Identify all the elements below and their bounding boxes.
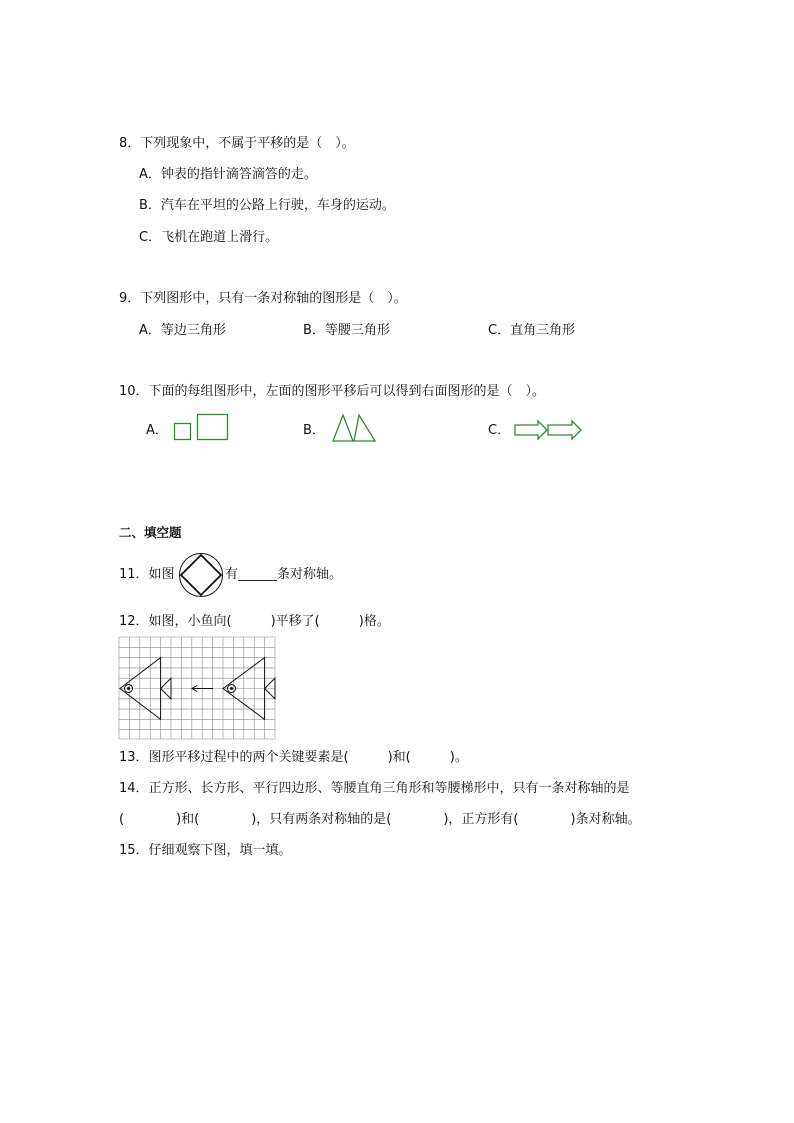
q11-circle-square-figure bbox=[178, 552, 224, 598]
q10-label-a: A． bbox=[146, 423, 168, 438]
q15-stem: 15．仔细观察下图，填一填。 bbox=[119, 843, 292, 858]
q10-label-b: B． bbox=[303, 423, 325, 438]
q9-stem: 9．下列图形中，只有一条对称轴的图形是（ ）。 bbox=[119, 291, 407, 306]
q8-option-c: C．飞机在跑道上滑行。 bbox=[139, 230, 279, 245]
q14-line1: 14．正方形、长方形、平行四边形、等腰直角三角形和等腰梯形中，只有一条对称轴的是 bbox=[119, 781, 630, 796]
q9-option-c: C．直角三角形 bbox=[488, 323, 576, 338]
q8-option-b: B．汽车在平坦的公路上行驶，车身的运动。 bbox=[139, 198, 395, 213]
q12-fish-grid-figure bbox=[118, 636, 276, 740]
q14-line2: ( )和( )，只有两条对称轴的是( )，正方形有( )条对称轴。 bbox=[119, 812, 641, 827]
q9-option-b: B．等腰三角形 bbox=[303, 323, 390, 338]
q8-option-a: A．钟表的指针滴答滴答的走。 bbox=[139, 167, 317, 182]
section-title: 二、填空题 bbox=[119, 525, 182, 540]
q10-option-a-squares-figure bbox=[170, 410, 230, 444]
q10-option-c-arrows-figure bbox=[512, 418, 584, 442]
q11-suffix: 有______条对称轴。 bbox=[225, 567, 343, 582]
q10-stem: 10．下面的每组图形中，左面的图形平移后可以得到右面图形的是（ ）。 bbox=[119, 384, 546, 399]
q10-label-c: C． bbox=[488, 423, 511, 438]
q13-stem: 13．图形平移过程中的两个关键要素是( )和( )。 bbox=[119, 750, 468, 765]
q9-option-a: A．等边三角形 bbox=[139, 323, 226, 338]
q8-stem: 8．下列现象中，不属于平移的是（ ）。 bbox=[119, 136, 355, 151]
q10-option-b-triangles-figure bbox=[330, 410, 380, 444]
q12-stem: 12．如图，小鱼向( )平移了( )格。 bbox=[119, 614, 390, 629]
q11-prefix: 11．如图 bbox=[119, 567, 175, 582]
